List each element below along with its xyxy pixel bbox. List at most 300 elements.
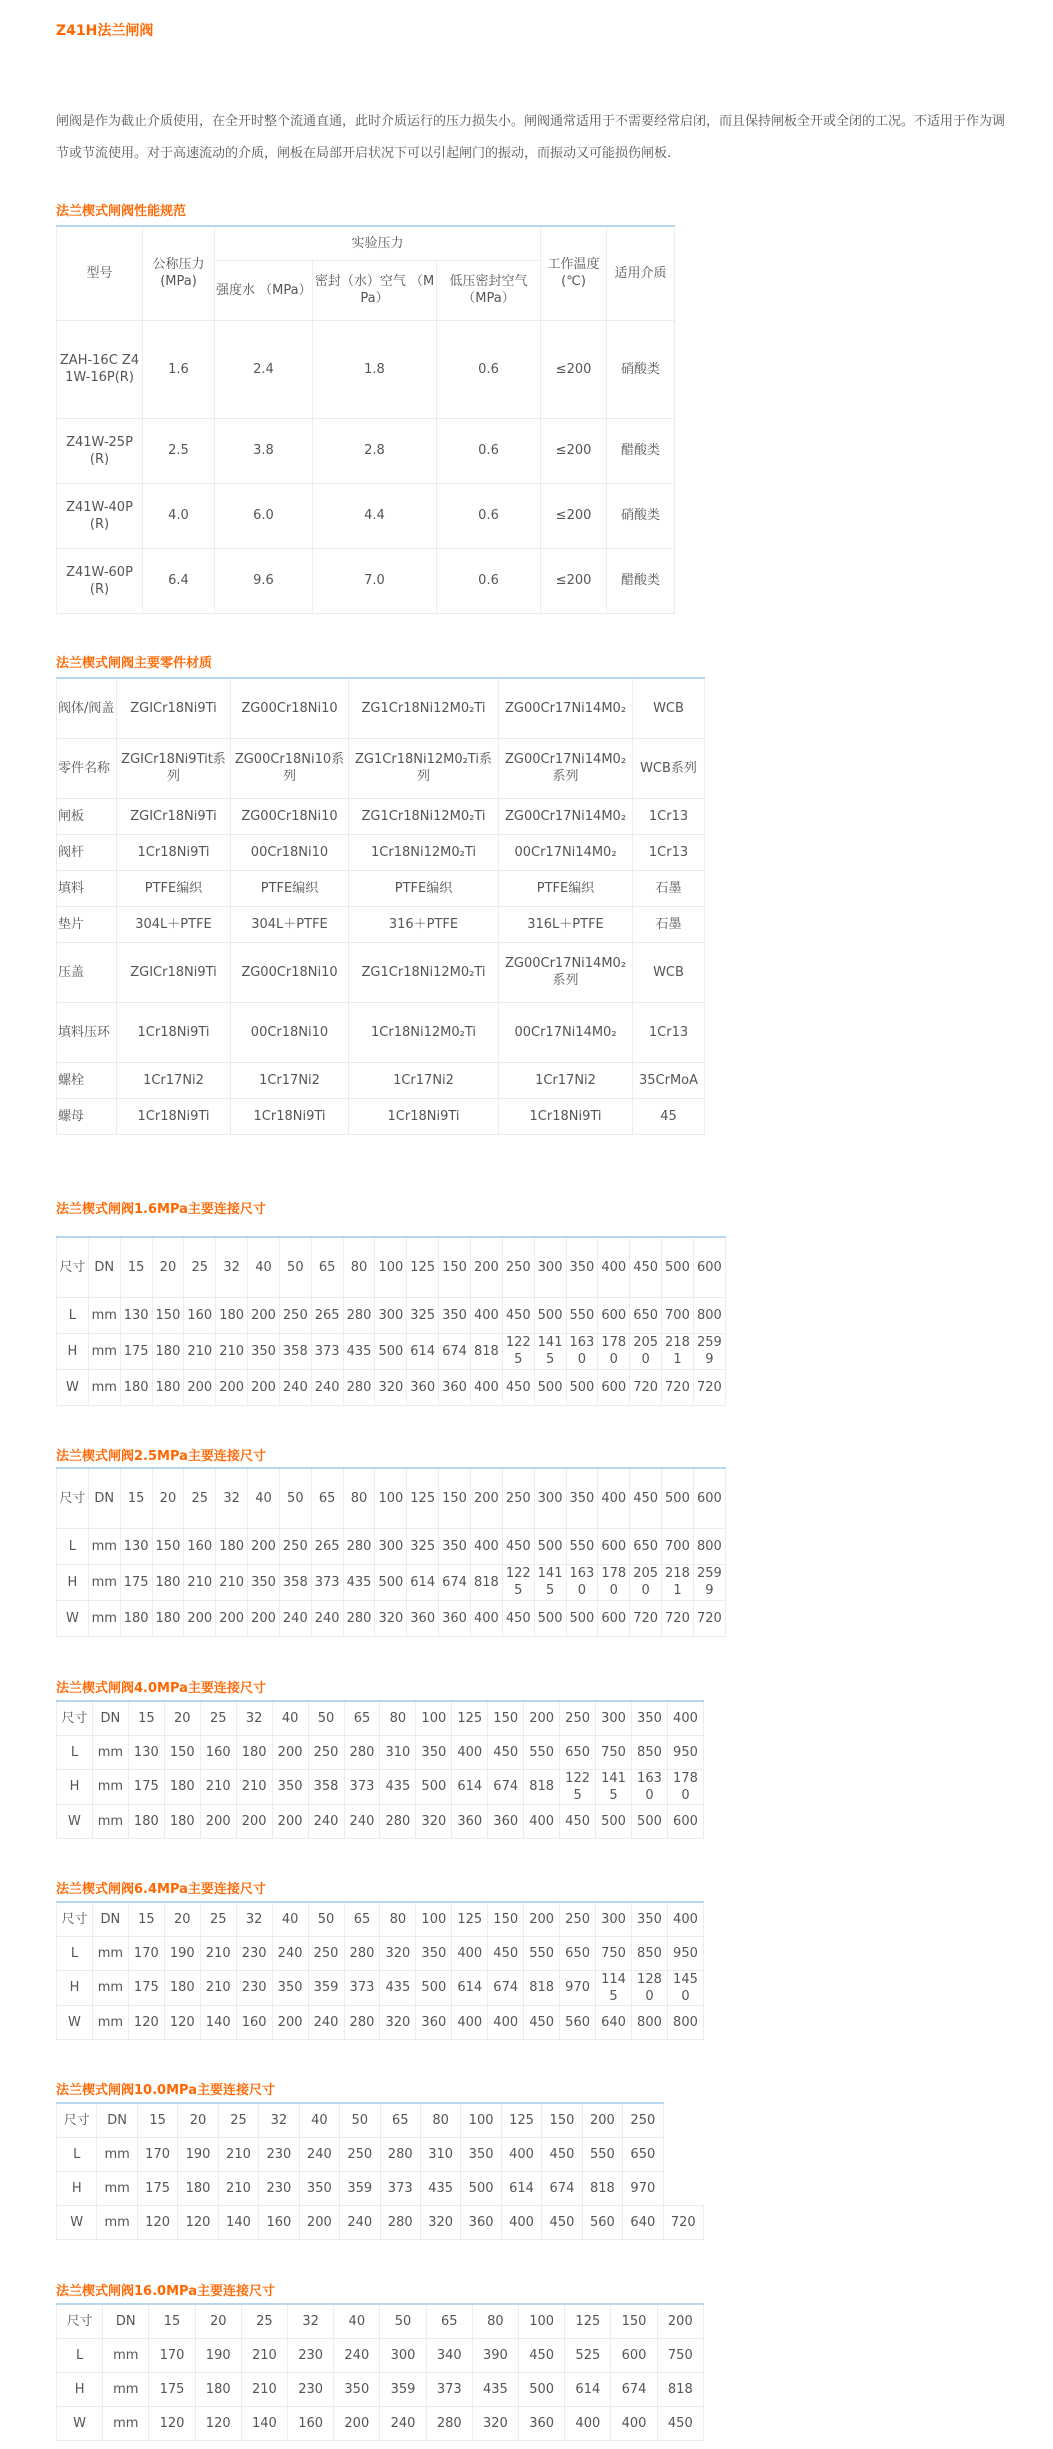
- dim-cell: 640: [596, 2005, 632, 2039]
- dim-header-cell: 80: [380, 1902, 416, 1936]
- materials-cell: 1Cr18Ni9Ti: [349, 1098, 499, 1134]
- dim-cell: 250: [340, 2137, 380, 2171]
- dim-header-cell: 450: [630, 1468, 662, 1528]
- dim-row: [57, 2103, 704, 2137]
- dim-header-cell: 450: [630, 1237, 662, 1297]
- spec-header-model: 型号: [57, 226, 143, 320]
- dim-header-cell: 80: [343, 1237, 375, 1297]
- dim-cell: 720: [693, 1369, 725, 1405]
- dim-cell: 350: [334, 2372, 380, 2406]
- dim-header-cell: 40: [272, 1701, 308, 1735]
- dim-cell: mm: [88, 1369, 120, 1405]
- dim-header-cell: 200: [524, 1701, 560, 1735]
- dim-cell: 1450: [667, 1970, 703, 2005]
- dim160-table: [56, 2303, 704, 2441]
- materials-cell: 1Cr18Ni9Ti: [117, 1002, 231, 1062]
- dim-header-cell: 32: [259, 2103, 299, 2137]
- dim-cell: 265: [311, 1528, 343, 1564]
- dim-header-cell: 125: [407, 1468, 439, 1528]
- dim-header-cell: 20: [164, 1902, 200, 1936]
- materials-cell: ZG00Cr18Ni10系列: [231, 738, 349, 798]
- dim100-table: [56, 2102, 704, 2240]
- materials-cell: 00Cr18Ni10: [231, 834, 349, 870]
- dim-cell: 200: [272, 2005, 308, 2039]
- dim-header-cell: 150: [488, 1701, 524, 1735]
- dim-row: [57, 1701, 704, 1735]
- dim-cell: 180: [164, 1769, 200, 1804]
- dim-header-cell: 100: [375, 1468, 407, 1528]
- dim-header-cell: 250: [502, 1237, 534, 1297]
- dim-cell: 600: [611, 2338, 657, 2372]
- dim-cell: 600: [598, 1297, 630, 1333]
- materials-cell: PTFE编织: [231, 870, 349, 906]
- dim-cell: 550: [524, 1735, 560, 1769]
- spec-cell-strength: 9.6: [215, 548, 313, 613]
- dim-row-label: W: [57, 2205, 97, 2239]
- dim-cell: 210: [241, 2372, 287, 2406]
- dim-cell: 175: [137, 2171, 177, 2205]
- dim-cell: 360: [416, 2005, 452, 2039]
- materials-part-name: 垫片: [57, 906, 117, 942]
- dim-cell: 280: [343, 1297, 375, 1333]
- dim-cell: 1780: [598, 1564, 630, 1600]
- dim-cell: 230: [259, 2171, 299, 2205]
- dim-cell: 175: [149, 2372, 195, 2406]
- dim16-section-title: 法兰楔式闸阀1.6MPa主要连接尺寸: [56, 1202, 266, 1217]
- dim-cell: 450: [542, 2205, 582, 2239]
- dim-cell: 400: [565, 2406, 611, 2440]
- dim-cell: 230: [288, 2338, 334, 2372]
- dim-cell: 210: [216, 1564, 248, 1600]
- dim-cell: 1415: [534, 1333, 566, 1369]
- dim-cell: 674: [611, 2372, 657, 2406]
- dim-cell: 435: [420, 2171, 460, 2205]
- dim-header-cell: 25: [241, 2304, 287, 2338]
- dim16-table: [56, 1236, 726, 1406]
- dim-cell: 280: [380, 1804, 416, 1838]
- dim-cell: 210: [216, 1333, 248, 1369]
- dim-cell: 500: [534, 1297, 566, 1333]
- dim-header-cell: 20: [152, 1237, 184, 1297]
- dim-header-cell: 200: [582, 2103, 622, 2137]
- materials-cell: WCB: [633, 942, 705, 1002]
- dim-cell: 500: [416, 1970, 452, 2005]
- dim-header-cell: 25: [184, 1237, 216, 1297]
- materials-cell: 304L＋PTFE: [117, 906, 231, 942]
- dim-header-cell: 40: [334, 2304, 380, 2338]
- materials-row: [57, 678, 705, 738]
- dim-header-cell: 25: [184, 1468, 216, 1528]
- dim-header-cell: 40: [272, 1902, 308, 1936]
- dim-header-cell: 32: [288, 2304, 334, 2338]
- dim-cell: 450: [560, 1804, 596, 1838]
- dim-cell: 130: [120, 1528, 152, 1564]
- dim-cell: 320: [380, 1936, 416, 1970]
- dim-cell: 350: [439, 1528, 471, 1564]
- dim-cell: 265: [311, 1297, 343, 1333]
- dim-header-cell: 20: [152, 1468, 184, 1528]
- dim-cell: mm: [92, 1735, 128, 1769]
- dim-header-cell: 20: [178, 2103, 218, 2137]
- dim-row: [57, 1528, 726, 1564]
- dim-cell: 310: [380, 1735, 416, 1769]
- dim-cell: 360: [407, 1369, 439, 1405]
- dim-header-cell: 65: [344, 1902, 380, 1936]
- dim-header-cell: 500: [662, 1468, 694, 1528]
- dim-cell: 180: [152, 1333, 184, 1369]
- dim-cell: 340: [426, 2338, 472, 2372]
- dim-cell: 750: [596, 1735, 632, 1769]
- dim-header-cell: 400: [667, 1902, 703, 1936]
- dim40-section-title: 法兰楔式闸阀4.0MPa主要连接尺寸: [56, 1681, 266, 1696]
- materials-cell: 35CrMoA: [633, 1062, 705, 1098]
- dim-cell: 360: [519, 2406, 565, 2440]
- dim-header-cell: 100: [416, 1701, 452, 1735]
- dim-cell: 2050: [630, 1333, 662, 1369]
- dim-cell: 210: [218, 2171, 258, 2205]
- dim-header-cell: 80: [343, 1468, 375, 1528]
- dim-cell: 560: [560, 2005, 596, 2039]
- spec-cell-low: 0.6: [437, 548, 541, 613]
- dim-header-cell: 125: [565, 2304, 611, 2338]
- dim-cell: 160: [236, 2005, 272, 2039]
- dim-row-label: H: [57, 1970, 93, 2005]
- dim-row: [57, 2005, 704, 2039]
- dim-header-cell: 尺寸: [57, 2103, 97, 2137]
- spec-row: [57, 548, 675, 613]
- dim-cell: 140: [218, 2205, 258, 2239]
- dim-header-cell: 40: [248, 1237, 280, 1297]
- dim-header-cell: 32: [236, 1701, 272, 1735]
- dim-cell: 200: [236, 1804, 272, 1838]
- dim-header-cell: 尺寸: [57, 1701, 93, 1735]
- materials-cell: ZG1Cr18Ni12M0₂Ti: [349, 798, 499, 834]
- materials-cell: 1Cr13: [633, 834, 705, 870]
- materials-cell: PTFE编织: [349, 870, 499, 906]
- dim-row-label: W: [57, 1369, 89, 1405]
- dim-cell: 140: [200, 2005, 236, 2039]
- dim100-section-title: 法兰楔式闸阀10.0MPa主要连接尺寸: [56, 2083, 275, 2098]
- dim-cell: 210: [200, 1936, 236, 1970]
- materials-cell: PTFE编织: [117, 870, 231, 906]
- dim-header-cell: 50: [308, 1902, 344, 1936]
- dim-row: [57, 1804, 704, 1838]
- materials-cell: ZG00Cr17Ni14M0₂系列: [499, 942, 633, 1002]
- dim-cell: 325: [407, 1528, 439, 1564]
- dim-cell: 210: [241, 2338, 287, 2372]
- dim-header-cell: 350: [632, 1701, 668, 1735]
- dim-cell: 175: [120, 1333, 152, 1369]
- dim-cell: 450: [524, 2005, 560, 2039]
- dim-header-cell: 50: [380, 2304, 426, 2338]
- dim-cell: 280: [343, 1528, 375, 1564]
- dim-header-cell: 300: [534, 1237, 566, 1297]
- dim-cell: 818: [470, 1564, 502, 1600]
- dim-cell: mm: [92, 2005, 128, 2039]
- dim-cell: 180: [152, 1369, 184, 1405]
- materials-row: [57, 1002, 705, 1062]
- dim-header-cell: 200: [657, 2304, 703, 2338]
- dim-cell: 350: [416, 1735, 452, 1769]
- dim-cell: 250: [308, 1735, 344, 1769]
- dim-cell: 200: [248, 1369, 280, 1405]
- dim-cell: 170: [149, 2338, 195, 2372]
- spec-cell-low: 0.6: [437, 320, 541, 418]
- dim-header-cell: 15: [128, 1902, 164, 1936]
- dim-cell: 500: [375, 1333, 407, 1369]
- dim-cell: 500: [534, 1369, 566, 1405]
- dim-cell: 720: [662, 1369, 694, 1405]
- dim-cell: 400: [452, 1735, 488, 1769]
- materials-cell: 00Cr18Ni10: [231, 1002, 349, 1062]
- dim-cell: 500: [375, 1564, 407, 1600]
- materials-cell: ZG00Cr17Ni14M0₂系列: [499, 738, 633, 798]
- materials-cell: 1Cr18Ni12M0₂Ti: [349, 1002, 499, 1062]
- spec-table: [56, 225, 675, 614]
- materials-cell: 1Cr18Ni9Ti: [231, 1098, 349, 1134]
- dim-cell: mm: [88, 1333, 120, 1369]
- spec-cell-seal: 1.8: [313, 320, 437, 418]
- spec-cell-pn: 2.5: [143, 418, 215, 483]
- dim-cell: 170: [137, 2137, 177, 2171]
- dim-cell: 390: [472, 2338, 518, 2372]
- dim-cell: 240: [334, 2338, 380, 2372]
- dim-cell: 400: [470, 1297, 502, 1333]
- materials-row: [57, 798, 705, 834]
- dim-header-cell: 15: [149, 2304, 195, 2338]
- dim-cell: 160: [259, 2205, 299, 2239]
- spec-cell-model: ZAH-16C Z41W-16P(R): [57, 320, 143, 418]
- dim-row: [57, 1333, 726, 1369]
- dim-row: [57, 1735, 704, 1769]
- dim-cell: 800: [693, 1297, 725, 1333]
- dim-header-cell: 50: [279, 1468, 311, 1528]
- dim-cell: 818: [657, 2372, 703, 2406]
- dim-cell: 1280: [632, 1970, 668, 2005]
- dim-cell: 818: [524, 1970, 560, 2005]
- dim-cell: 160: [200, 1735, 236, 1769]
- dim-header-cell: 50: [340, 2103, 380, 2137]
- spec-cell-pn: 6.4: [143, 548, 215, 613]
- dim-cell: 200: [248, 1600, 280, 1636]
- materials-cell: 1Cr18Ni9Ti: [117, 1098, 231, 1134]
- dim-header-cell: 200: [524, 1902, 560, 1936]
- materials-cell: 00Cr17Ni14M0₂: [499, 834, 633, 870]
- dim-cell: 400: [470, 1600, 502, 1636]
- dim-header-cell: 150: [542, 2103, 582, 2137]
- dim-cell: 240: [311, 1369, 343, 1405]
- materials-row: [57, 906, 705, 942]
- dim-header-cell: 80: [472, 2304, 518, 2338]
- dim-cell: 160: [184, 1297, 216, 1333]
- dim-header-cell: 600: [693, 1468, 725, 1528]
- dim-cell: 320: [416, 1804, 452, 1838]
- dim-header-cell: 250: [560, 1701, 596, 1735]
- dim-cell: 300: [380, 2338, 426, 2372]
- dim-cell: 359: [308, 1970, 344, 2005]
- dim-row-label: H: [57, 1769, 93, 1804]
- dim-header-cell: 250: [502, 1468, 534, 1528]
- spec-cell-model: Z41W-60P(R): [57, 548, 143, 613]
- dim-row: [57, 1769, 704, 1804]
- dim-header-cell: DN: [92, 1701, 128, 1735]
- dim-cell: 450: [488, 1936, 524, 1970]
- dim-cell: mm: [88, 1600, 120, 1636]
- dim64-table: [56, 1901, 704, 2040]
- dim-cell: 210: [184, 1333, 216, 1369]
- dim-cell: 180: [128, 1804, 164, 1838]
- dim-cell: 400: [452, 2005, 488, 2039]
- dim-cell: 360: [452, 1804, 488, 1838]
- dim-cell: 180: [216, 1528, 248, 1564]
- dim-cell: 180: [216, 1297, 248, 1333]
- dim-cell: 614: [565, 2372, 611, 2406]
- materials-part-name: 闸板: [57, 798, 117, 834]
- dim-cell: 200: [248, 1297, 280, 1333]
- spec-header-temp: 工作温度 (℃): [541, 226, 607, 320]
- materials-cell: ZG00Cr18Ni10: [231, 942, 349, 1002]
- dim-cell: 240: [340, 2205, 380, 2239]
- dim-row: [57, 2372, 704, 2406]
- dim-cell: mm: [92, 1804, 128, 1838]
- materials-part-name: 压盖: [57, 942, 117, 1002]
- dim-cell: 190: [195, 2338, 241, 2372]
- dim-cell: 650: [623, 2137, 663, 2171]
- materials-part-name: 零件名称: [57, 738, 117, 798]
- dim-cell: 600: [598, 1600, 630, 1636]
- dim-cell: 400: [524, 1804, 560, 1838]
- dim-cell: 240: [272, 1936, 308, 1970]
- dim-row: [57, 2171, 704, 2205]
- dim-cell: 674: [439, 1564, 471, 1600]
- dim-row: [57, 1237, 726, 1297]
- dim-cell: 210: [218, 2137, 258, 2171]
- materials-cell: 1Cr18Ni9Ti: [499, 1098, 633, 1134]
- materials-cell: ZG1Cr18Ni12M0₂Ti: [349, 942, 499, 1002]
- dim-header-cell: 350: [566, 1237, 598, 1297]
- materials-cell: 1Cr13: [633, 1002, 705, 1062]
- dim-row: [57, 1369, 726, 1405]
- dim-cell: 800: [693, 1528, 725, 1564]
- dim-row: [57, 2205, 704, 2239]
- spec-cell-media: 硝酸类: [607, 483, 675, 548]
- dim-cell: 350: [248, 1333, 280, 1369]
- dim-header-cell: 80: [420, 2103, 460, 2137]
- dim-cell: 970: [560, 1970, 596, 2005]
- dim-header-cell: 100: [519, 2304, 565, 2338]
- spec-cell-model: Z41W-40P(R): [57, 483, 143, 548]
- dim-header-cell: 32: [236, 1902, 272, 1936]
- intro-paragraph: 闸阀是作为截止介质使用，在全开时整个流通直通，此时介质运行的压力损失小。闸阀通常适用于不需要经常启闭，而且保持闸板全开或全闭的工况。不适用于作为调节或节流使用。对于高速流动的介质，闸板在局部开启状况下可以引起闸门的振动，而振动又可能损伤闸板.: [56, 114, 1006, 161]
- dim-row-label: L: [57, 1297, 89, 1333]
- dim-cell: 400: [501, 2137, 541, 2171]
- dim-row-label: W: [57, 2005, 93, 2039]
- dim-cell: 130: [120, 1297, 152, 1333]
- dim-cell: 450: [502, 1528, 534, 1564]
- dim-cell: 600: [667, 1804, 703, 1838]
- dim-header-cell: 40: [299, 2103, 339, 2137]
- spec-row: [57, 483, 675, 548]
- materials-cell: ZG00Cr18Ni10: [231, 798, 349, 834]
- dim-cell: 614: [452, 1769, 488, 1804]
- spec-cell-seal: 2.8: [313, 418, 437, 483]
- dim-row: [57, 1936, 704, 1970]
- dim-cell: 614: [501, 2171, 541, 2205]
- dim-cell: 360: [461, 2205, 501, 2239]
- materials-part-name: 阀体/阀盖: [57, 678, 117, 738]
- dim-cell: mm: [103, 2372, 149, 2406]
- spec-cell-temp: ≤200: [541, 548, 607, 613]
- dim-cell: 120: [164, 2005, 200, 2039]
- dim-cell: 373: [380, 2171, 420, 2205]
- dim-row: [57, 1297, 726, 1333]
- dim-row: [57, 2406, 704, 2440]
- dim-row: [57, 1902, 704, 1936]
- dim-cell: 400: [470, 1369, 502, 1405]
- dim-cell: 400: [488, 2005, 524, 2039]
- materials-row: [57, 834, 705, 870]
- spec-header-test: 实验压力: [215, 226, 541, 260]
- dim-cell: 600: [598, 1369, 630, 1405]
- dim-cell: 950: [667, 1735, 703, 1769]
- dim-cell: 230: [236, 1970, 272, 2005]
- dim-cell: 250: [308, 1936, 344, 1970]
- dim-cell: 240: [311, 1600, 343, 1636]
- materials-part-name: 阀杆: [57, 834, 117, 870]
- materials-cell: 1Cr17Ni2: [117, 1062, 231, 1098]
- dim-cell: 450: [519, 2338, 565, 2372]
- materials-cell: ZGICr18Ni9Ti: [117, 678, 231, 738]
- dim-header-cell: 65: [311, 1468, 343, 1528]
- dim-cell: mm: [92, 1970, 128, 2005]
- dim-cell: 350: [461, 2137, 501, 2171]
- dim-cell: 250: [279, 1297, 311, 1333]
- dim160-section-title: 法兰楔式闸阀16.0MPa主要连接尺寸: [56, 2284, 275, 2299]
- dim-header-cell: DN: [92, 1902, 128, 1936]
- dim-cell: 300: [375, 1528, 407, 1564]
- dim-cell: 359: [340, 2171, 380, 2205]
- dim40-table: [56, 1700, 704, 1839]
- dim-header-cell: 20: [164, 1701, 200, 1735]
- dim-cell: 1630: [566, 1564, 598, 1600]
- dim-header-cell: 200: [470, 1237, 502, 1297]
- spec-header-strength: 强度水 （MPa）: [215, 260, 313, 320]
- dim-cell: 500: [566, 1369, 598, 1405]
- dim-cell: mm: [92, 1769, 128, 1804]
- dim-cell: 1225: [502, 1564, 534, 1600]
- spec-cell-temp: ≤200: [541, 418, 607, 483]
- dim-cell: 373: [426, 2372, 472, 2406]
- dim-cell: 450: [502, 1297, 534, 1333]
- dim-header-cell: 65: [311, 1237, 343, 1297]
- dim-row-label: H: [57, 2171, 97, 2205]
- dim-cell: 175: [120, 1564, 152, 1600]
- dim-cell: 1145: [596, 1970, 632, 2005]
- spec-cell-pn: 4.0: [143, 483, 215, 548]
- dim-cell: 373: [311, 1333, 343, 1369]
- dim-cell: 2181: [662, 1333, 694, 1369]
- spec-cell-temp: ≤200: [541, 483, 607, 548]
- spec-cell-seal: 7.0: [313, 548, 437, 613]
- materials-cell: WCB: [633, 678, 705, 738]
- dim-row-label: H: [57, 1564, 89, 1600]
- dim-cell: 240: [308, 1804, 344, 1838]
- spec-cell-seal: 4.4: [313, 483, 437, 548]
- materials-cell: ZG00Cr17Ni14M0₂: [499, 798, 633, 834]
- dim-cell: 310: [420, 2137, 460, 2171]
- dim-cell: 240: [380, 2406, 426, 2440]
- dim-cell: 358: [279, 1564, 311, 1600]
